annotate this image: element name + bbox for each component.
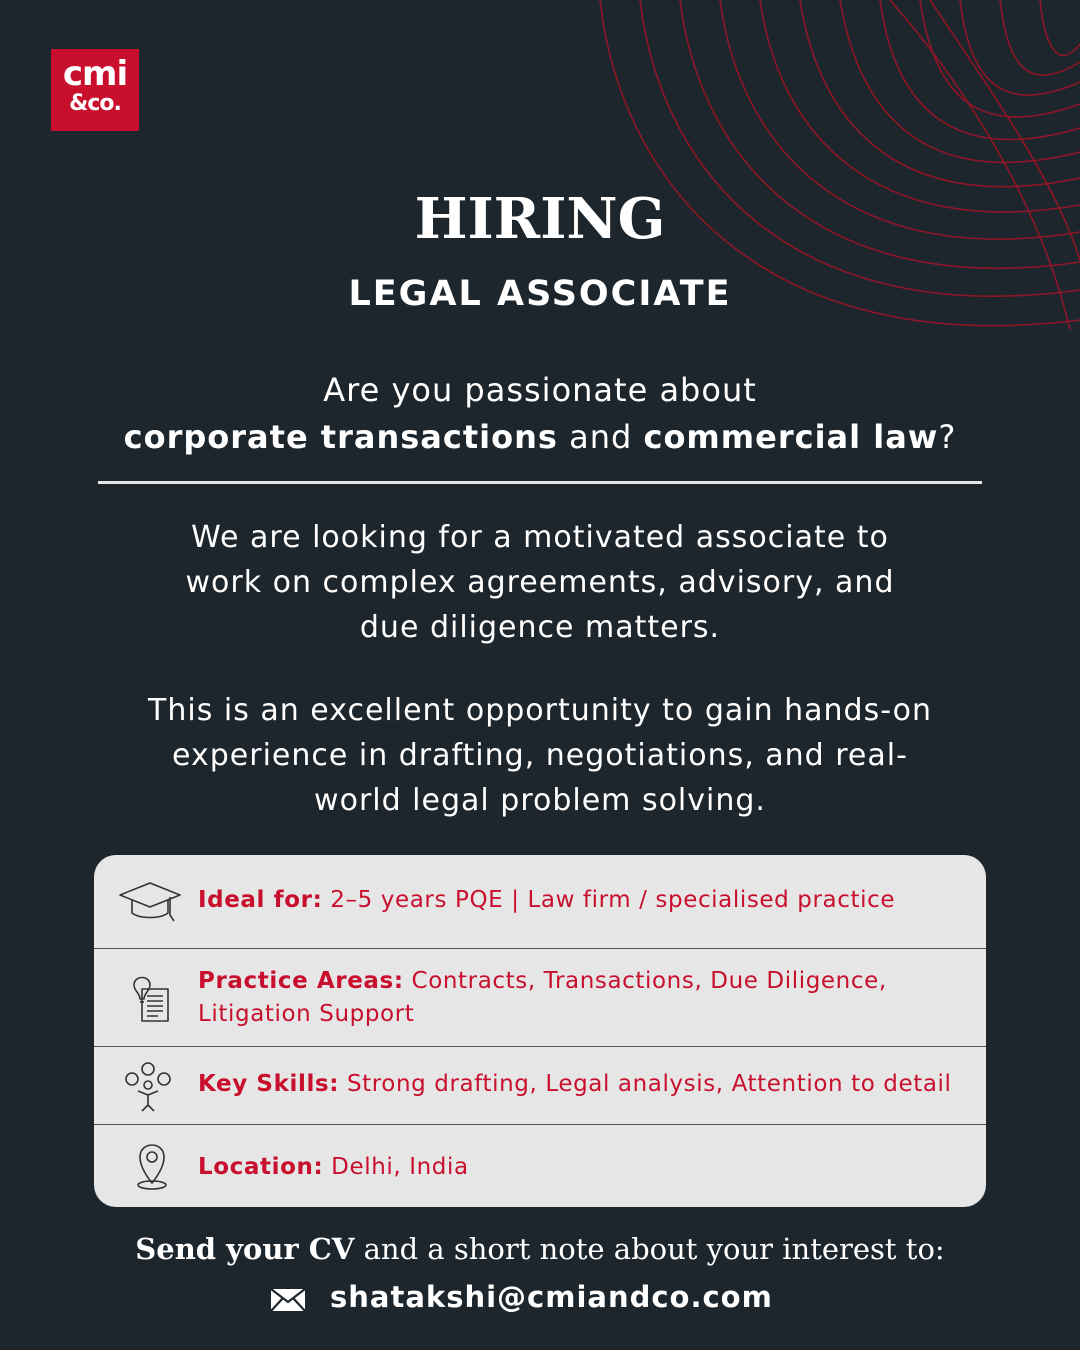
call-to-action — [0, 1232, 1080, 1266]
paragraph-line: We are looking for a motivated associate to — [191, 520, 889, 555]
lightbulb-document-icon — [118, 971, 182, 1023]
detail-row-practice-areas — [94, 949, 986, 1047]
detail-value: Strong drafting, Legal analysis, Attention to detail — [339, 1071, 952, 1097]
detail-text — [198, 1151, 976, 1184]
question-line2 — [0, 418, 1080, 456]
detail-value: 2–5 years PQE | Law firm / specialised practice — [322, 887, 896, 913]
location-pin-icon — [118, 1141, 182, 1193]
detail-row-location — [94, 1125, 986, 1207]
cta-bold: Send your CV — [135, 1232, 355, 1266]
divider — [98, 481, 982, 484]
question-end: ? — [938, 418, 957, 456]
detail-text — [198, 965, 976, 1031]
paragraph-line: experience in drafting, negotiations, and real- — [172, 738, 908, 773]
detail-row-key-skills — [94, 1047, 986, 1125]
question-bold2: commercial law — [643, 418, 939, 456]
question-line1: Are you passionate about — [323, 371, 757, 409]
detail-value: Contracts, Transactions, Due Diligence, Litigation Support — [198, 968, 887, 1027]
skills-person-icon — [118, 1061, 182, 1113]
detail-label: Practice Areas: — [198, 968, 404, 994]
question-bold1: corporate transactions — [123, 418, 558, 456]
cta-rest: and a short note about your interest to: — [354, 1232, 945, 1266]
detail-label: Ideal for: — [198, 887, 323, 913]
email-link[interactable]: shatakshi@cmiandco.com — [330, 1280, 773, 1314]
logo-line2: &co. — [69, 91, 121, 116]
question-mid: and — [557, 418, 644, 456]
detail-label: Location: — [198, 1154, 324, 1180]
details-card — [94, 855, 986, 1207]
company-logo — [51, 49, 139, 131]
detail-label: Key Skills: — [198, 1071, 340, 1097]
envelope-icon — [270, 1288, 306, 1312]
detail-text — [198, 884, 976, 917]
detail-text — [198, 1068, 976, 1101]
detail-value: Delhi, India — [323, 1154, 469, 1180]
paragraph-line: world legal problem solving. — [314, 783, 766, 818]
page-title: HIRING — [414, 186, 666, 252]
paragraph-line: due diligence matters. — [359, 610, 721, 645]
email-row — [0, 1278, 1080, 1322]
description-paragraph2 — [0, 688, 1080, 823]
logo-line1: cmi — [62, 54, 128, 94]
paragraph-line: This is an excellent opportunity to gain hands-on — [148, 693, 932, 728]
paragraph-line: work on complex agreements, advisory, and — [185, 565, 895, 600]
role-title: LEGAL ASSOCIATE — [348, 274, 732, 314]
detail-row-ideal-for — [94, 855, 986, 949]
graduation-cap-icon — [118, 877, 182, 929]
description-paragraph1 — [0, 515, 1080, 650]
